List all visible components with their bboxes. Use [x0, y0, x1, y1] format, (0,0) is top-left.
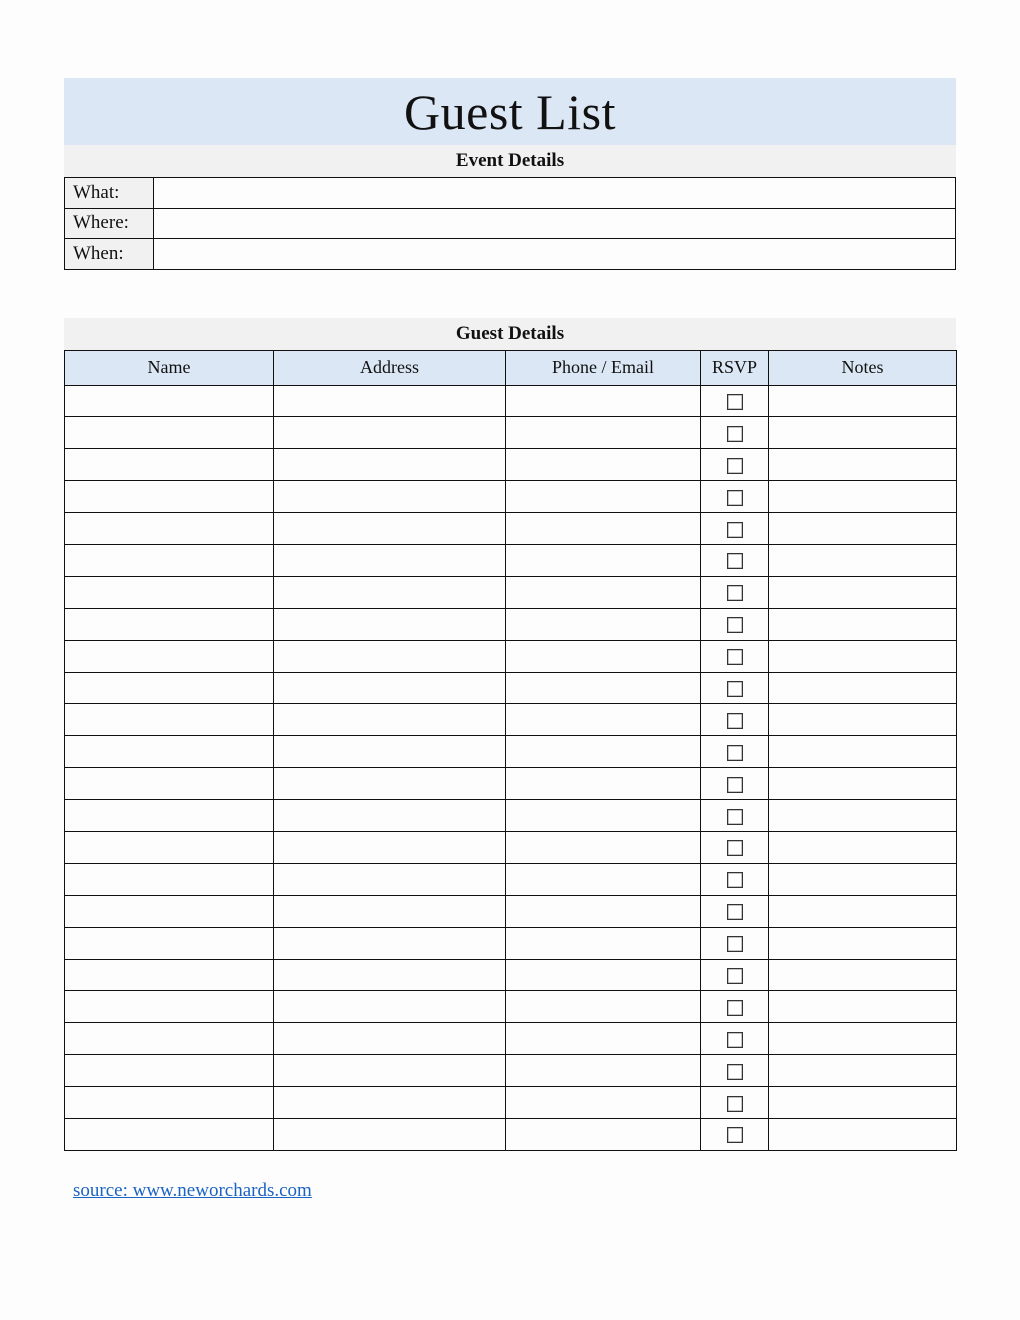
- checkbox-icon[interactable]: [727, 968, 743, 984]
- notes-cell[interactable]: [769, 417, 957, 449]
- table-row: [65, 544, 957, 576]
- table-row: [65, 863, 957, 895]
- checkbox-icon[interactable]: [727, 394, 743, 410]
- checkbox-icon[interactable]: [727, 1096, 743, 1112]
- notes-cell[interactable]: [769, 672, 957, 704]
- name-cell[interactable]: [65, 704, 274, 736]
- checkbox-icon[interactable]: [727, 936, 743, 952]
- address-cell[interactable]: [274, 672, 506, 704]
- address-cell[interactable]: [274, 768, 506, 800]
- rsvp-cell: [701, 1055, 769, 1087]
- event-row-when: [65, 239, 956, 270]
- address-cell[interactable]: [274, 544, 506, 576]
- name-cell[interactable]: [65, 576, 274, 608]
- table-row: [65, 672, 957, 704]
- address-cell[interactable]: [274, 513, 506, 545]
- notes-cell[interactable]: [769, 863, 957, 895]
- table-row: [65, 576, 957, 608]
- name-cell[interactable]: [65, 513, 274, 545]
- column-header-notes: Notes: [769, 350, 957, 385]
- notes-cell[interactable]: [769, 927, 957, 959]
- phone-email-cell[interactable]: [506, 991, 701, 1023]
- phone-email-cell[interactable]: [506, 449, 701, 481]
- address-cell[interactable]: [274, 481, 506, 513]
- notes-cell[interactable]: [769, 449, 957, 481]
- table-row: [65, 640, 957, 672]
- table-row: [65, 1118, 957, 1150]
- event-field-when[interactable]: [154, 239, 956, 270]
- event-field-where[interactable]: [154, 208, 956, 239]
- address-cell[interactable]: [274, 895, 506, 927]
- rsvp-cell: [701, 1023, 769, 1055]
- rsvp-cell: [701, 385, 769, 417]
- name-cell[interactable]: [65, 449, 274, 481]
- phone-email-cell[interactable]: [506, 1055, 701, 1087]
- name-cell[interactable]: [65, 608, 274, 640]
- notes-cell[interactable]: [769, 895, 957, 927]
- table-row: [65, 704, 957, 736]
- table-row: [65, 417, 957, 449]
- name-cell[interactable]: [65, 768, 274, 800]
- table-row: [65, 513, 957, 545]
- notes-cell[interactable]: [769, 959, 957, 991]
- address-cell[interactable]: [274, 1118, 506, 1150]
- phone-email-cell[interactable]: [506, 576, 701, 608]
- table-row: [65, 385, 957, 417]
- guest-list-page: [64, 78, 956, 1151]
- checkbox-icon[interactable]: [727, 681, 743, 697]
- checkbox-icon[interactable]: [727, 777, 743, 793]
- phone-email-cell[interactable]: [506, 704, 701, 736]
- title-banner: [64, 78, 956, 145]
- section-spacer: [64, 270, 956, 318]
- guest-header-row: [65, 350, 957, 385]
- name-cell[interactable]: [65, 1055, 274, 1087]
- checkbox-icon[interactable]: [727, 1127, 743, 1143]
- column-header-address: Address: [274, 350, 506, 385]
- notes-cell[interactable]: [769, 831, 957, 863]
- checkbox-icon[interactable]: [727, 522, 743, 538]
- rsvp-cell: [701, 863, 769, 895]
- table-row: [65, 991, 957, 1023]
- name-cell[interactable]: [65, 991, 274, 1023]
- rsvp-cell: [701, 895, 769, 927]
- rsvp-cell: [701, 544, 769, 576]
- phone-email-cell[interactable]: [506, 672, 701, 704]
- notes-cell[interactable]: [769, 608, 957, 640]
- event-row-what: [65, 178, 956, 209]
- notes-cell[interactable]: [769, 1023, 957, 1055]
- phone-email-cell[interactable]: [506, 1087, 701, 1119]
- notes-cell[interactable]: [769, 1055, 957, 1087]
- rsvp-cell: [701, 800, 769, 832]
- event-details-heading: Event Details: [64, 145, 956, 177]
- address-cell[interactable]: [274, 704, 506, 736]
- address-cell[interactable]: [274, 576, 506, 608]
- checkbox-icon[interactable]: [727, 809, 743, 825]
- name-cell[interactable]: [65, 959, 274, 991]
- guest-details-heading: Guest Details: [64, 318, 956, 350]
- phone-email-cell[interactable]: [506, 895, 701, 927]
- checkbox-icon[interactable]: [727, 840, 743, 856]
- event-field-what[interactable]: [154, 178, 956, 209]
- rsvp-cell: [701, 513, 769, 545]
- address-cell[interactable]: [274, 927, 506, 959]
- name-cell[interactable]: [65, 895, 274, 927]
- address-cell[interactable]: [274, 417, 506, 449]
- table-row: [65, 959, 957, 991]
- address-cell[interactable]: [274, 1087, 506, 1119]
- notes-cell[interactable]: [769, 576, 957, 608]
- rsvp-cell: [701, 736, 769, 768]
- checkbox-icon[interactable]: [727, 1032, 743, 1048]
- address-cell[interactable]: [274, 959, 506, 991]
- address-cell[interactable]: [274, 449, 506, 481]
- rsvp-cell: [701, 417, 769, 449]
- phone-email-cell[interactable]: [506, 385, 701, 417]
- phone-email-cell[interactable]: [506, 417, 701, 449]
- address-cell[interactable]: [274, 831, 506, 863]
- address-cell[interactable]: [274, 640, 506, 672]
- source-link[interactable]: source: www.neworchards.com: [73, 1180, 312, 1201]
- notes-cell[interactable]: [769, 385, 957, 417]
- phone-email-cell[interactable]: [506, 544, 701, 576]
- table-row: [65, 768, 957, 800]
- phone-email-cell[interactable]: [506, 513, 701, 545]
- page-title: Guest List: [404, 84, 616, 140]
- checkbox-icon[interactable]: [727, 553, 743, 569]
- phone-email-cell[interactable]: [506, 927, 701, 959]
- notes-cell[interactable]: [769, 481, 957, 513]
- name-cell[interactable]: [65, 1087, 274, 1119]
- table-row: [65, 736, 957, 768]
- address-cell[interactable]: [274, 863, 506, 895]
- address-cell[interactable]: [274, 385, 506, 417]
- phone-email-cell[interactable]: [506, 831, 701, 863]
- address-cell[interactable]: [274, 1023, 506, 1055]
- phone-email-cell[interactable]: [506, 736, 701, 768]
- event-label-what: What:: [65, 178, 154, 209]
- checkbox-icon[interactable]: [727, 426, 743, 442]
- rsvp-cell: [701, 481, 769, 513]
- rsvp-cell: [701, 640, 769, 672]
- rsvp-cell: [701, 672, 769, 704]
- rsvp-cell: [701, 1087, 769, 1119]
- notes-cell[interactable]: [769, 704, 957, 736]
- address-cell[interactable]: [274, 1055, 506, 1087]
- name-cell[interactable]: [65, 481, 274, 513]
- column-header-name: Name: [65, 350, 274, 385]
- name-cell[interactable]: [65, 800, 274, 832]
- name-cell[interactable]: [65, 544, 274, 576]
- checkbox-icon[interactable]: [727, 617, 743, 633]
- checkbox-icon[interactable]: [727, 904, 743, 920]
- name-cell[interactable]: [65, 863, 274, 895]
- name-cell[interactable]: [65, 417, 274, 449]
- name-cell[interactable]: [65, 672, 274, 704]
- name-cell[interactable]: [65, 1118, 274, 1150]
- address-cell[interactable]: [274, 991, 506, 1023]
- table-row: [65, 608, 957, 640]
- rsvp-cell: [701, 991, 769, 1023]
- column-header-phone-email: Phone / Email: [506, 350, 701, 385]
- notes-cell[interactable]: [769, 1118, 957, 1150]
- column-header-rsvp: RSVP: [701, 350, 769, 385]
- address-cell[interactable]: [274, 736, 506, 768]
- rsvp-cell: [701, 927, 769, 959]
- event-details-table: [64, 177, 956, 270]
- notes-cell[interactable]: [769, 800, 957, 832]
- name-cell[interactable]: [65, 831, 274, 863]
- phone-email-cell[interactable]: [506, 640, 701, 672]
- event-label-where: Where:: [65, 208, 154, 239]
- rsvp-cell: [701, 831, 769, 863]
- table-row: [65, 1087, 957, 1119]
- event-row-where: [65, 208, 956, 239]
- table-row: [65, 1055, 957, 1087]
- address-cell[interactable]: [274, 608, 506, 640]
- rsvp-cell: [701, 608, 769, 640]
- notes-cell[interactable]: [769, 640, 957, 672]
- checkbox-icon[interactable]: [727, 872, 743, 888]
- rsvp-cell: [701, 959, 769, 991]
- checkbox-icon[interactable]: [727, 1000, 743, 1016]
- table-row: [65, 449, 957, 481]
- checkbox-icon[interactable]: [727, 713, 743, 729]
- rsvp-cell: [701, 449, 769, 481]
- checkbox-icon[interactable]: [727, 649, 743, 665]
- phone-email-cell[interactable]: [506, 863, 701, 895]
- notes-cell[interactable]: [769, 513, 957, 545]
- rsvp-cell: [701, 1118, 769, 1150]
- table-row: [65, 481, 957, 513]
- name-cell[interactable]: [65, 640, 274, 672]
- notes-cell[interactable]: [769, 736, 957, 768]
- phone-email-cell[interactable]: [506, 1023, 701, 1055]
- table-row: [65, 927, 957, 959]
- checkbox-icon[interactable]: [727, 745, 743, 761]
- phone-email-cell[interactable]: [506, 608, 701, 640]
- table-row: [65, 800, 957, 832]
- checkbox-icon[interactable]: [727, 585, 743, 601]
- notes-cell[interactable]: [769, 1087, 957, 1119]
- notes-cell[interactable]: [769, 768, 957, 800]
- notes-cell[interactable]: [769, 544, 957, 576]
- name-cell[interactable]: [65, 927, 274, 959]
- phone-email-cell[interactable]: [506, 1118, 701, 1150]
- rsvp-cell: [701, 576, 769, 608]
- notes-cell[interactable]: [769, 991, 957, 1023]
- rsvp-cell: [701, 704, 769, 736]
- phone-email-cell[interactable]: [506, 959, 701, 991]
- phone-email-cell[interactable]: [506, 800, 701, 832]
- name-cell[interactable]: [65, 736, 274, 768]
- event-label-when: When:: [65, 239, 154, 270]
- table-row: [65, 831, 957, 863]
- checkbox-icon[interactable]: [727, 490, 743, 506]
- table-row: [65, 1023, 957, 1055]
- checkbox-icon[interactable]: [727, 1064, 743, 1080]
- address-cell[interactable]: [274, 800, 506, 832]
- name-cell[interactable]: [65, 385, 274, 417]
- rsvp-cell: [701, 768, 769, 800]
- checkbox-icon[interactable]: [727, 458, 743, 474]
- table-row: [65, 895, 957, 927]
- phone-email-cell[interactable]: [506, 481, 701, 513]
- phone-email-cell[interactable]: [506, 768, 701, 800]
- guest-details-table: [64, 350, 957, 1151]
- guest-rows: [65, 385, 957, 1150]
- name-cell[interactable]: [65, 1023, 274, 1055]
